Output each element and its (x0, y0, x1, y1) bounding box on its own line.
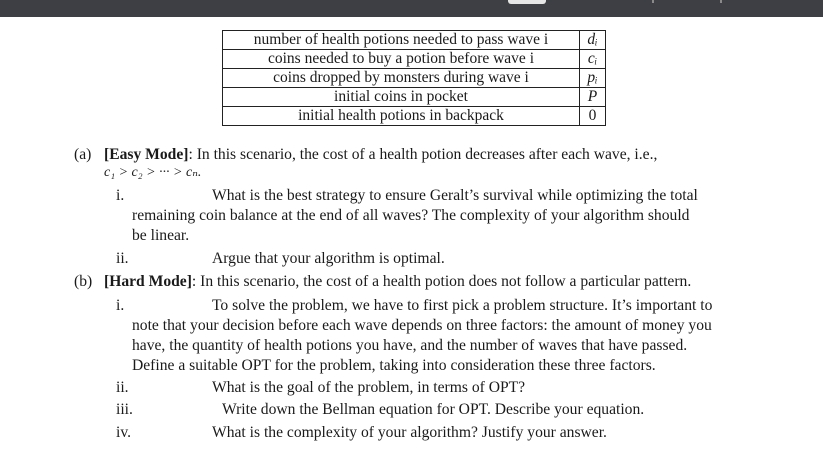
table-symbol-cell: pᵢ (580, 69, 606, 88)
table-desc-cell: initial coins in pocket (223, 88, 580, 107)
table-desc-cell: initial health potions in backpack (223, 107, 580, 126)
part-b-mode: [Hard Mode] (104, 273, 192, 290)
part-b-item-2-line: What is the goal of the problem, in terms of OPT? (212, 379, 526, 396)
top-toolbar (0, 0, 823, 17)
toolbar-separator (720, 0, 722, 3)
part-b-item-1-line: To solve the problem, we have to first pick a problem structure. It’s important to (212, 297, 713, 314)
table-desc-cell: coins dropped by monsters during wave i (223, 69, 580, 88)
part-b-item-3-line: Write down the Bellman equation for OPT. Describe your equation. (222, 401, 645, 418)
toolbar-tab[interactable] (508, 0, 546, 4)
part-b-item-1-line: Define a suitable OPT for the problem, taking into consideration these three factors. (132, 357, 656, 374)
part-a-intro-text: : In this scenario, the cost of a health potion decreases after each wave, i.e., (188, 146, 658, 163)
part-b-item-1-line: note that your decision before each wave depends on three factors: the amount of money you (132, 317, 712, 334)
part-b-item-1-line: have, the quantity of health potions you have, and the number of waves that have passed. (132, 337, 688, 354)
part-a-intro (104, 146, 657, 164)
part-a-item-2-line: Argue that your algorithm is optimal. (212, 250, 445, 267)
table-row (223, 50, 606, 69)
part-b-item-4-line: What is the complexity of your algorithm? Justify your answer. (212, 424, 607, 441)
part-a-item-number: i. (116, 187, 125, 204)
table-row (223, 69, 606, 88)
table-desc-cell: coins needed to buy a potion before wave i (223, 50, 580, 69)
toolbar-separator (652, 0, 654, 3)
table-symbol-cell: 0 (580, 107, 606, 126)
table-row (223, 88, 606, 107)
part-a-condition: c₁ > c₂ > ··· > cₙ. (104, 165, 202, 180)
part-b-item-number: iii. (116, 401, 133, 418)
part-a-mode: [Easy Mode] (104, 146, 189, 163)
table-desc-cell: number of health potions needed to pass wave i (223, 31, 580, 50)
part-a-item-1-line: remaining coin balance at the end of all waves? The complexity of your algorithm should (132, 207, 690, 224)
part-b-item-number: iv. (116, 424, 132, 441)
part-b-item-number: ii. (116, 379, 129, 396)
part-a-item-number: ii. (116, 250, 129, 267)
part-a-label: (a) (74, 146, 92, 163)
part-b-item-number: i. (116, 297, 125, 314)
part-a-item-1-line: be linear. (132, 227, 190, 244)
table-row (223, 107, 606, 126)
table-symbol-cell: dᵢ (580, 31, 606, 50)
table-symbol-cell: P (580, 88, 606, 107)
table-row (223, 31, 606, 50)
table-symbol-cell: cᵢ (580, 50, 606, 69)
variables-table (222, 30, 606, 126)
part-a-item-1-line: What is the best strategy to ensure Geralt’s survival while optimizing the total (212, 187, 698, 204)
part-b-intro-text: : In this scenario, the cost of a health potion does not follow a particular pattern. (191, 273, 692, 290)
part-b-intro (104, 273, 691, 291)
part-b-label: (b) (74, 273, 93, 290)
